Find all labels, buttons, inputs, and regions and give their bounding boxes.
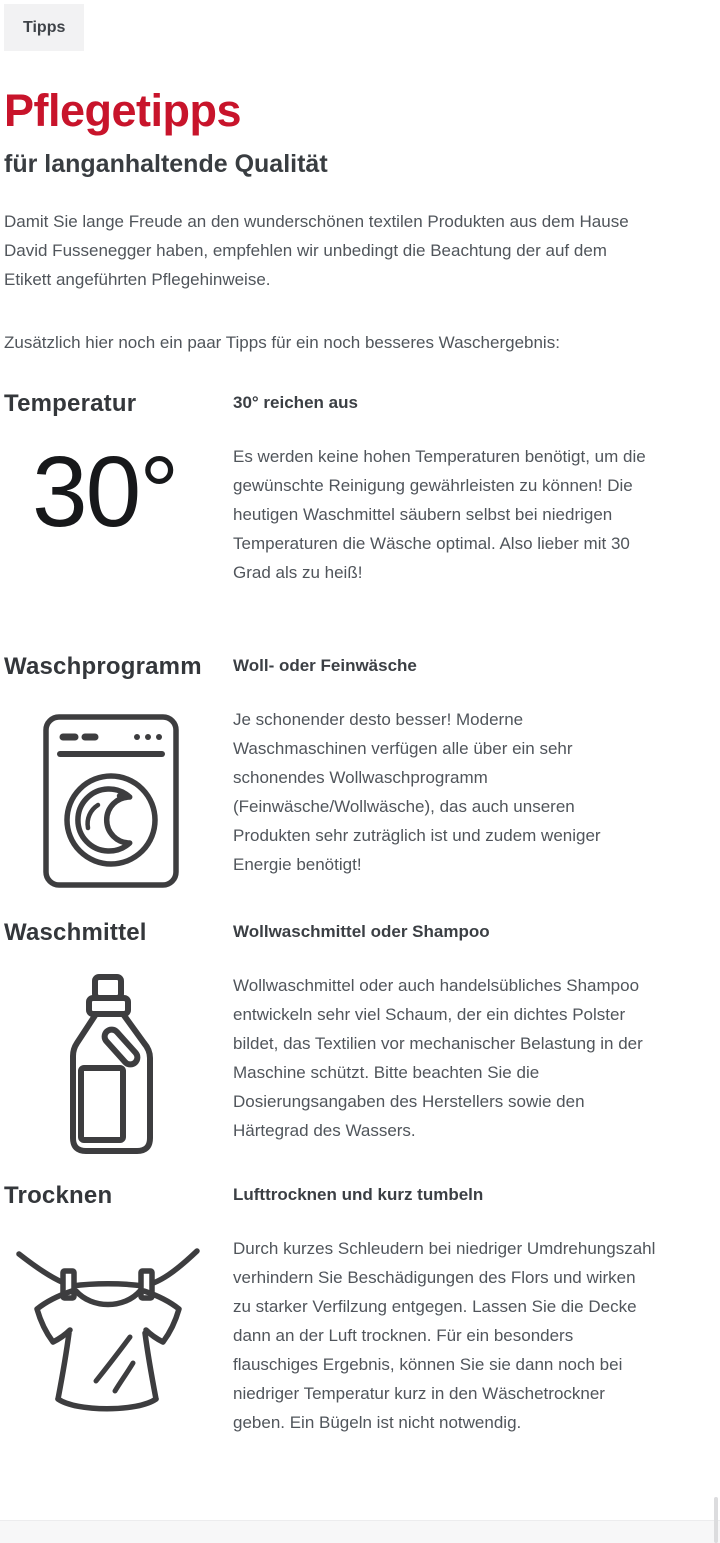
tip-body: Es werden keine hohen Temperaturen benötigt, um die gewünschte Reinigung gewährleisten zu können! Die heutigen Waschmittel säubern selbst bei niedrigen Temperaturen die Wäsche optimal. Also lieber mit 30 Grad als zu heiß! — [233, 447, 646, 582]
tip-right-column — [233, 390, 656, 587]
tip-section-trocknen — [4, 1182, 656, 1437]
tip-title: Waschprogramm — [4, 653, 202, 680]
tip-section-waschprogramm — [4, 653, 656, 899]
scrollbar-thumb[interactable] — [714, 1497, 718, 1543]
tip-left-column — [4, 653, 233, 899]
tip-body: Wollwaschmittel oder auch handelsübliches Shampoo entwickeln sehr viel Schaum, der ein dichtes Polster bildet, das Textilien vor mechanischer Belastung in der Maschine schützt. Bitte beachten Sie die Dosierungsangaben des Herstellers sowie den Härtegrad des Wassers. — [233, 976, 643, 1140]
washing-machine-icon — [36, 709, 186, 894]
tip-body: Je schonender desto besser! Moderne Waschmaschinen verfügen alle über ein sehr schonendes Wollwaschprogramm (Feinwäsche/Wollwäsche), das auch unseren Produkten sehr zuträglich ist und zudem weniger Energie benötigt! — [233, 710, 601, 874]
page-title: Pflegetipps — [4, 85, 242, 136]
detergent-bottle-icon — [50, 971, 172, 1159]
tip-subtitle: Lufttrocknen und kurz tumbeln — [233, 1185, 484, 1204]
tip-section-waschmittel — [4, 919, 656, 1164]
tip-subtitle: Wollwaschmittel oder Shampoo — [233, 922, 490, 941]
tip-subtitle: 30° reichen aus — [233, 393, 358, 412]
tip-left-column — [4, 1182, 233, 1419]
tip-body: Durch kurzes Schleudern bei niedriger Umdrehungszahl verhindern Sie Beschädigungen des Flors und wirken zu starker Verfilzung entgegen. Lassen Sie die Decke dann an der Luft trocknen. Für ein besonders flauschiges Ergebnis, können Sie sie dann noch bei niedriger Temperatur kurz in den Wäschetrockner geben. Ein Bügeln ist nicht notwendig. — [233, 1239, 656, 1432]
tip-left-column — [4, 390, 233, 548]
tip-title: Trocknen — [4, 1182, 113, 1209]
next-section-edge — [0, 1520, 720, 1543]
intro-paragraph: Damit Sie lange Freude an den wunderschönen textilen Produkten aus dem Hause David Fussenegger haben, empfehlen wir unbedingt die Beachtung der auf dem Etikett angeführten Pflegehinweise. — [4, 212, 629, 289]
shirt-on-clothesline-icon — [14, 1242, 200, 1414]
tip-title: Waschmittel — [4, 919, 147, 946]
tip-left-column — [4, 919, 233, 1164]
tip-subtitle: Woll- oder Feinwäsche — [233, 656, 417, 675]
tab-tipps[interactable]: Tipps — [4, 4, 84, 51]
tip-section-temperatur — [4, 390, 656, 587]
tip-title: Temperatur — [4, 390, 137, 417]
page-subtitle: für langanhaltende Qualität — [4, 150, 328, 178]
tip-right-column — [233, 653, 656, 879]
tip-right-column — [233, 1182, 656, 1437]
thirty-degrees-icon: 30° — [32, 436, 178, 548]
intro-paragraph-2: Zusätzlich hier noch ein paar Tipps für ein noch besseres Waschergebnis: — [4, 333, 560, 352]
tip-right-column — [233, 919, 656, 1145]
